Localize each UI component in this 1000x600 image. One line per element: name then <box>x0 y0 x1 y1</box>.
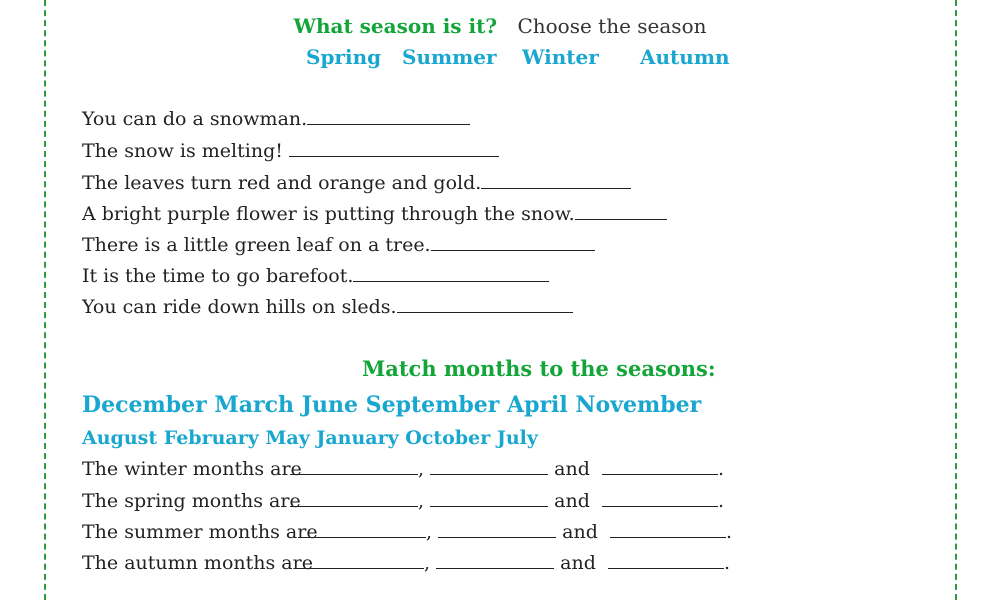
page-border-right <box>955 0 959 600</box>
sentence-text: You can do a snowman. <box>82 108 308 130</box>
sentence-item <box>82 263 549 288</box>
instruction-text: Choose the season <box>517 14 707 38</box>
row-label: The summer months are <box>82 521 318 543</box>
row-label: The autumn months are <box>82 552 313 574</box>
answer-blank[interactable] <box>602 488 718 507</box>
winter-months-row: The winter months are , and . <box>82 458 725 480</box>
answer-blank[interactable] <box>298 519 426 538</box>
answer-blank[interactable] <box>296 550 424 569</box>
answer-blank[interactable] <box>430 456 548 475</box>
answer-blank[interactable] <box>397 294 573 313</box>
answer-blank[interactable] <box>436 550 554 569</box>
match-section-title: Match months to the seasons: <box>362 356 716 381</box>
answer-blank[interactable] <box>289 138 499 157</box>
answer-blank[interactable] <box>608 550 724 569</box>
worksheet-header <box>0 12 1000 40</box>
summer-months-row: The summer months are , and . <box>82 521 733 543</box>
sentence-item <box>82 170 631 195</box>
autumn-months-row: The autumn months are , and . <box>82 552 731 574</box>
answer-blank[interactable] <box>290 456 418 475</box>
answer-blank[interactable] <box>430 488 548 507</box>
answer-blank[interactable] <box>602 456 718 475</box>
and-word: and <box>554 458 590 480</box>
row-label: The winter months are <box>82 458 302 480</box>
answer-blank[interactable] <box>610 519 726 538</box>
sentence-item <box>82 106 470 131</box>
month-bank-line-2: August February May January October July <box>82 427 538 449</box>
answer-blank[interactable] <box>438 519 556 538</box>
season-option-spring: Spring <box>306 45 382 69</box>
answer-blank[interactable] <box>481 170 631 189</box>
sentence-text: The snow is melting! <box>82 140 283 162</box>
question-title: What season is it? <box>293 14 498 38</box>
season-option-autumn: Autumn <box>640 45 730 69</box>
season-option-winter: Winter <box>522 45 599 69</box>
row-label: The spring months are <box>82 490 301 512</box>
answer-blank[interactable] <box>431 232 595 251</box>
sentence-text: There is a little green leaf on a tree. <box>82 234 431 256</box>
sentence-text: A bright purple flower is putting through the snow. <box>82 203 575 225</box>
page-border-left <box>44 0 48 600</box>
and-word: and <box>560 552 596 574</box>
answer-blank[interactable] <box>307 106 470 125</box>
sentence-text: You can ride down hills on sleds. <box>82 296 397 318</box>
sentence-item <box>82 232 595 257</box>
spring-months-row: The spring months are , and . <box>82 490 725 512</box>
sentence-text: It is the time to go barefoot. <box>82 265 354 287</box>
sentence-item <box>82 294 573 319</box>
and-word: and <box>562 521 598 543</box>
season-option-summer: Summer <box>402 45 497 69</box>
sentence-item <box>82 138 499 163</box>
sentence-text: The leaves turn red and orange and gold. <box>82 172 482 194</box>
answer-blank[interactable] <box>290 488 418 507</box>
answer-blank[interactable] <box>575 201 667 220</box>
month-bank-line-1: December March June September April November <box>82 392 702 418</box>
and-word: and <box>554 490 590 512</box>
sentence-item <box>82 201 667 226</box>
answer-blank[interactable] <box>353 263 549 282</box>
